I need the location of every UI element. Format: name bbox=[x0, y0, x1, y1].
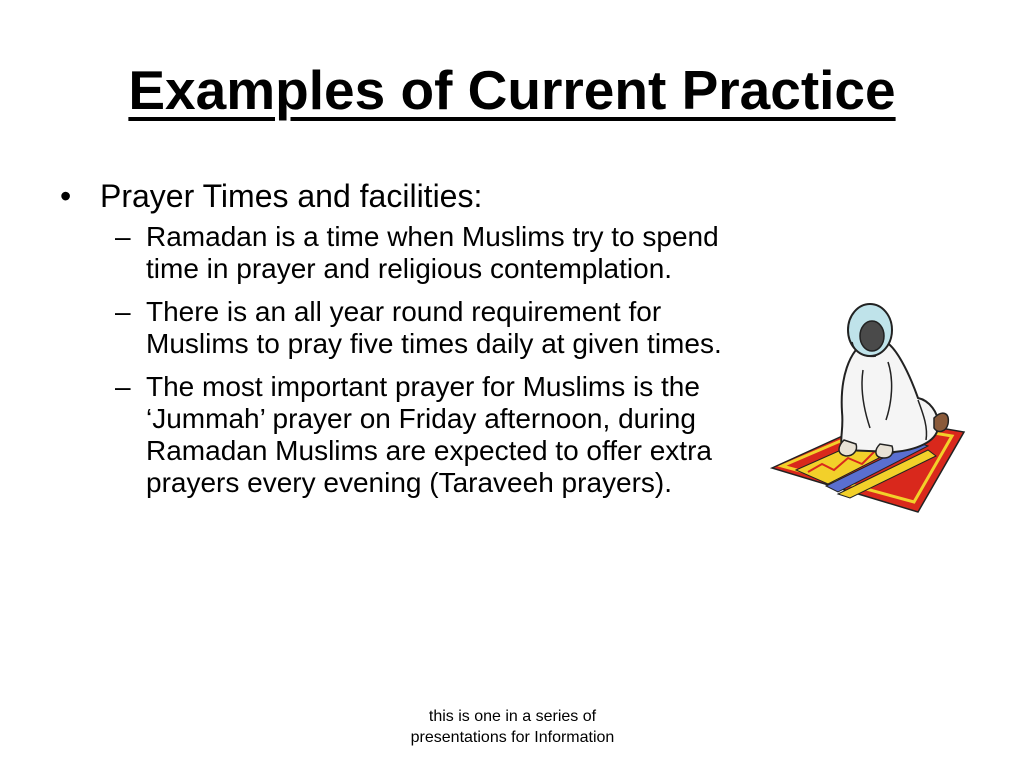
dash-marker: – bbox=[115, 295, 131, 327]
dash-marker: – bbox=[115, 370, 131, 402]
bullet-marker: • bbox=[60, 178, 72, 214]
slide-title: Examples of Current Practice bbox=[128, 59, 896, 121]
main-bullet-text: Prayer Times and facilities: bbox=[100, 178, 483, 214]
sub-bullet-five-daily-prayers bbox=[115, 296, 770, 360]
slide-footer bbox=[380, 706, 645, 748]
praying-man-icon bbox=[768, 300, 968, 515]
footer-line-2: presentations for Information bbox=[410, 729, 615, 746]
sub-bullet-text: Ramadan is a time when Muslims try to spend time in prayer and religious contemplation. bbox=[146, 220, 719, 284]
sub-bullet-list bbox=[115, 221, 770, 499]
sub-bullet-text: The most important prayer for Muslims is the ‘Jummah’ prayer on Friday afternoon, during Ramadan Muslims are expected to offer extra prayers every evening (Taraveeh prayers). bbox=[146, 370, 712, 498]
main-bullet bbox=[60, 178, 770, 215]
dash-marker: – bbox=[115, 220, 131, 252]
footer-line-1: this is one in a series of bbox=[428, 708, 597, 725]
sub-bullet-ramadan bbox=[115, 221, 770, 285]
slide-content bbox=[60, 178, 770, 510]
sub-bullet-text: There is an all year round requirement for Muslims to pray five times daily at given times. bbox=[146, 295, 722, 359]
sub-bullet-jummah-prayer bbox=[115, 371, 770, 499]
